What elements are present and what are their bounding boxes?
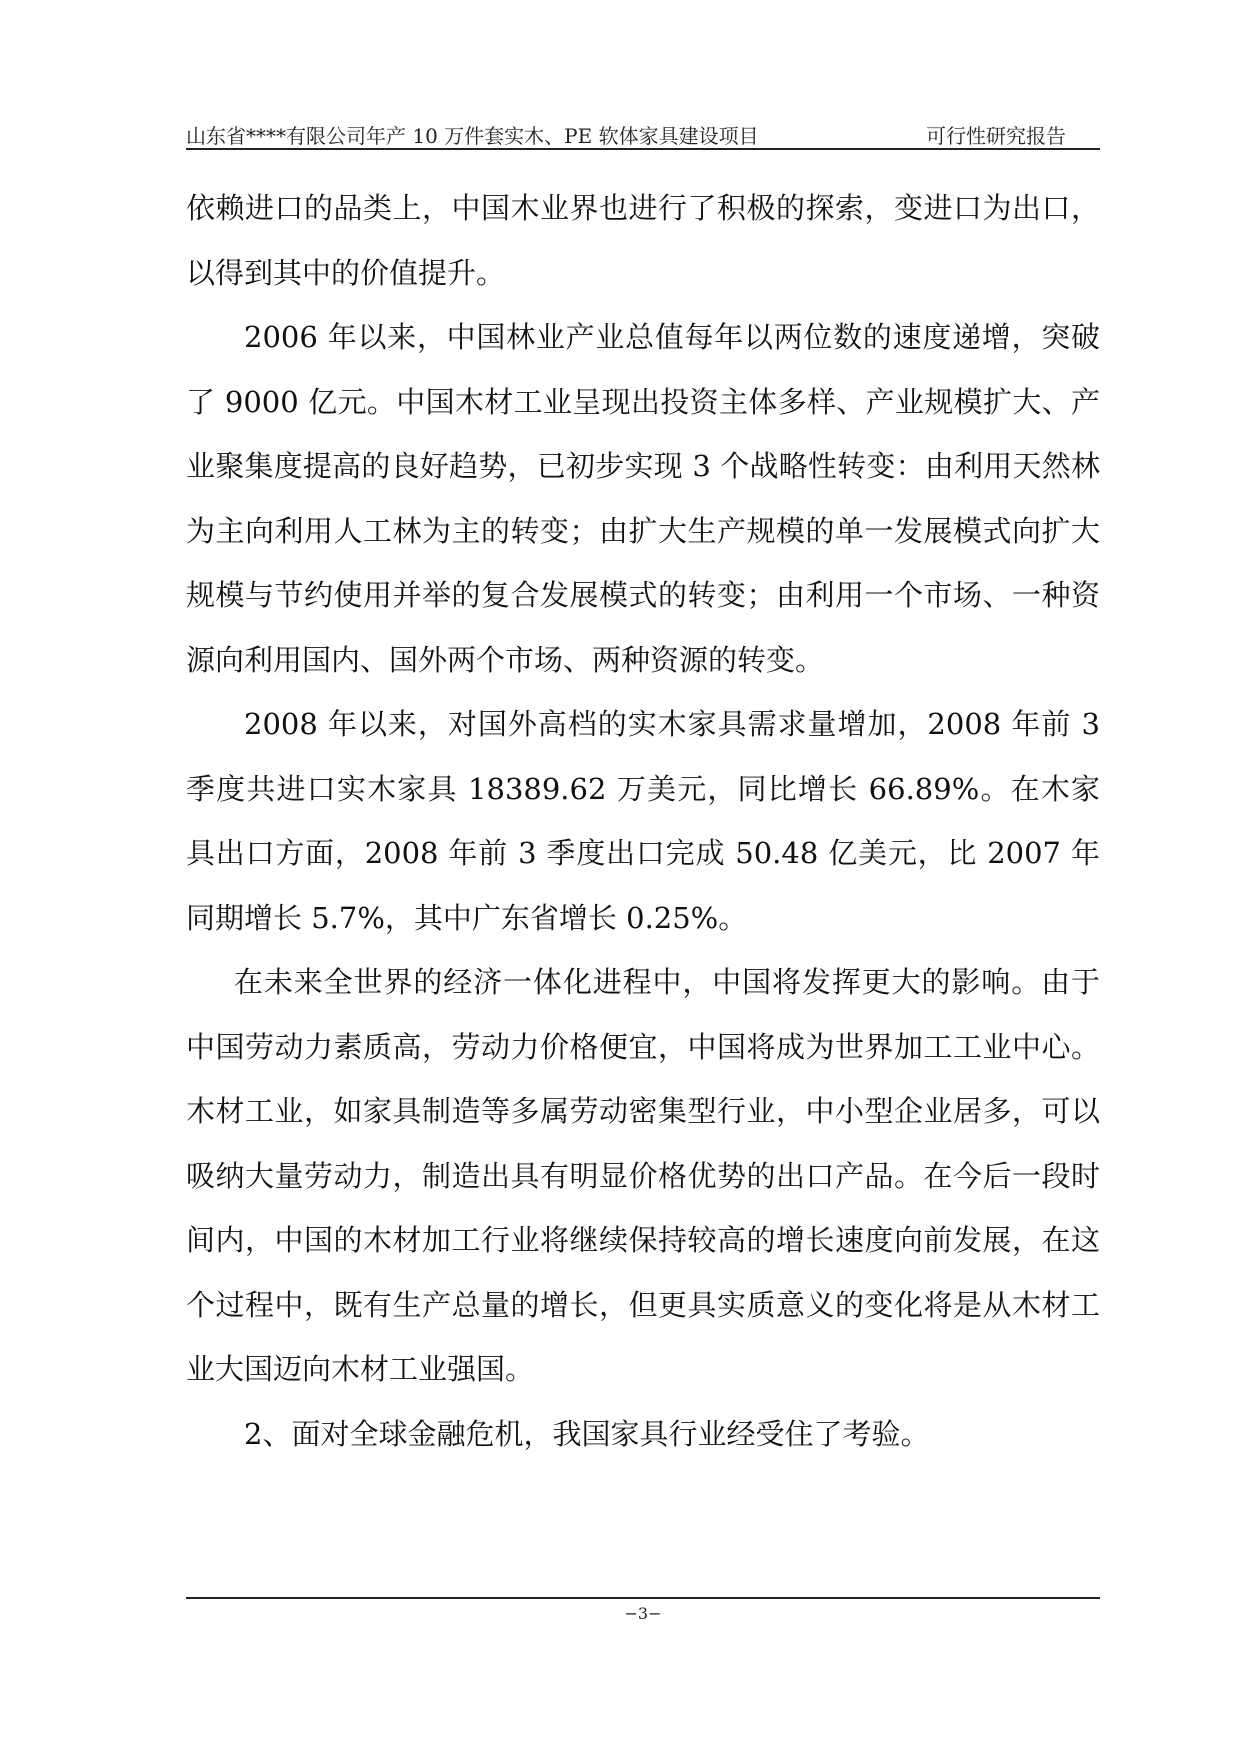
header-report-type: 可行性研究报告	[926, 124, 1066, 148]
section-heading-financial-crisis: 2、面对全球金融危机，我国家具行业经受住了考验。	[244, 1416, 930, 1451]
page-header	[186, 112, 1100, 150]
paragraph-import-export-2008: 2008 年以来，对国外高档的实木家具需求量增加，2008 年前 3 季度共进口实木家具 18389.62 万美元，同比增长 66.89%。在木家具出口方面，2008 年前 3 季度出口完成 50.48 亿美元，比 2007 年同期增长 5.7%，其中广东省增长 0.25%。	[186, 707, 1100, 935]
footer-divider	[186, 1597, 1100, 1599]
header-project-title: 山东省****有限公司年产 10 万件套实木、PE 软体家具建设项目	[186, 124, 759, 148]
page-number: −3−	[624, 1604, 662, 1623]
paragraph-forestry-output: 2006 年以来，中国林业产业总值每年以两位数的速度递增，突破了 9000 亿元。中国木材工业呈现出投资主体多样、产业规模扩大、产业聚集度提高的良好趋势，已初步实现 3 个战略性转变：由利用天然林为主向利用人工林为主的转变；由扩大生产规模的单一发展模式向扩大规模与节约使用并举的复合发展模式的转变；由利用一个市场、一种资源向利用国内、国外两个市场、两种资源的转变。	[186, 320, 1100, 677]
document-body	[186, 176, 1100, 1466]
paragraph-economic-integration: 在未来全世界的经济一体化进程中，中国将发挥更大的影响。由于中国劳动力素质高，劳动力价格便宜，中国将成为世界加工工业中心。木材工业，如家具制造等多属劳动密集型行业，中小型企业居多，可以吸纳大量劳动力，制造出具有明显价格优势的出口产品。在今后一段时间内，中国的木材加工行业将继续保持较高的增长速度向前发展，在这个过程中，既有生产总量的增长，但更具实质意义的变化将是从木材工业大国迈向木材工业强国。	[186, 965, 1100, 1386]
paragraph-continuation: 依赖进口的品类上，中国木业界也进行了积极的探索，变进口为出口，以得到其中的价值提升。	[186, 191, 1100, 290]
